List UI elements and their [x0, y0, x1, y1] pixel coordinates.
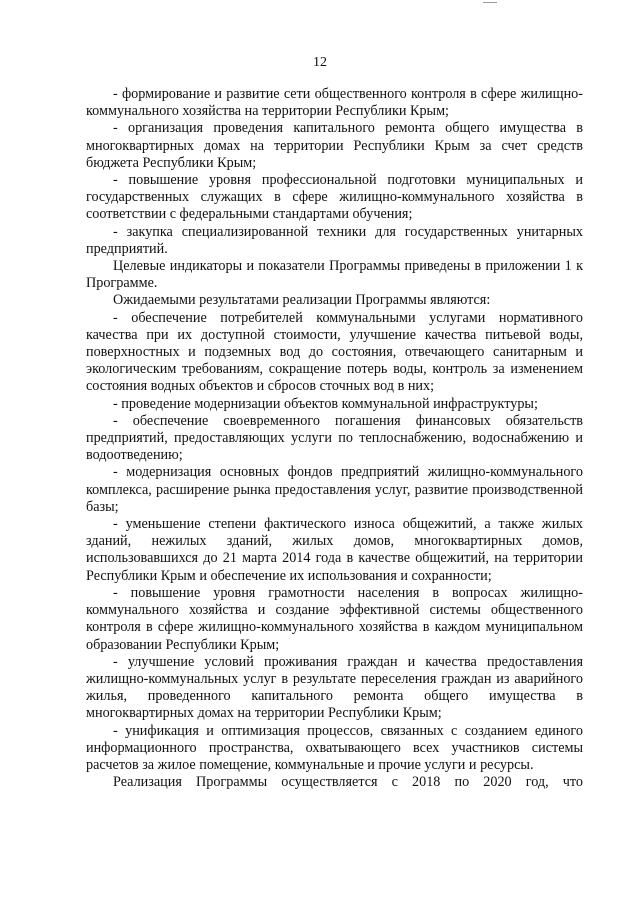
paragraph: - модернизация основных фондов предприятий жилищно-коммунального комплекса, расширение рынка предоставления услуг, развитие производственной базы; [86, 464, 583, 515]
paragraph: - проведение модернизации объектов коммунальной инфраструктуры; [113, 395, 538, 412]
paragraph: - закупка специализированной техники для государственных унитарных предприятий. [86, 223, 583, 257]
paragraph: - организация проведения капитального ремонта общего имущества в многоквартирных домах на территории Республики Крым за счет средств бюджета Республики Крым; [86, 120, 583, 171]
paragraph: - уменьшение степени фактического износа общежитий, а также жилых зданий, нежилых зданий, жилых домов, многоквартирных домов, использовавшихся до 21 марта 2014 года в качестве общежитий, на территории Республики Крым и обеспечение их использования и сохранности; [86, 516, 583, 584]
page-number: 12 [313, 55, 327, 70]
paragraph: - формирование и развитие сети общественного контроля в сфере жилищно-коммунального хозяйства на территории Республики Крым; [86, 86, 583, 120]
paragraph-continued: Реализация Программы осуществляется с 2018 по 2020 год, что [113, 774, 583, 791]
paragraph: - унификация и оптимизация процессов, связанных с созданием единого информационного пространства, охватывающего всех участников системы расчетов за жилое помещение, коммунальные и прочие услуги и ресурсы. [86, 722, 583, 773]
paragraph: - обеспечение потребителей коммунальными услугами нормативного качества при их доступной стоимости, улучшение качества питьевой воды, поверхностных и подземных вод до состояния, отвечающего санитарным и экологическим требованиям, сокращение потерь воды, контроль за изменением состояния водных объектов и сбросов сточных вод в них; [86, 309, 583, 395]
scan-corner-mark [483, 0, 497, 3]
document-body [86, 86, 583, 791]
paragraph: - обеспечение своевременного погашения финансовых обязательств предприятий, предоставляющих услуги по теплоснабжению, водоснабжению и водоотведению; [86, 412, 583, 464]
paragraph: - повышение уровня грамотности населения в вопросах жилищно-коммунального хозяйства и создание эффективной системы общественного контроля в сфере жилищно-коммунального хозяйства в каждом муниципальном образовании Республики Крым; [86, 584, 583, 653]
paragraph: - улучшение условий проживания граждан и качества предоставления жилищно-коммунальных услуг в результате переселения граждан из аварийного жилья, проведенного капитального ремонта общего имущества в многоквартирных домах на территории Республики Крым; [86, 653, 583, 722]
paragraph: Целевые индикаторы и показатели Программы приведены в приложении 1 к Программе. [86, 258, 583, 292]
paragraph: Ожидаемыми результатами реализации Программы являются: [113, 292, 491, 309]
paragraph: - повышение уровня профессиональной подготовки муниципальных и государственных служащих в сфере жилищно-коммунального хозяйства в соответствии с федеральными стандартами обучения; [86, 172, 583, 223]
